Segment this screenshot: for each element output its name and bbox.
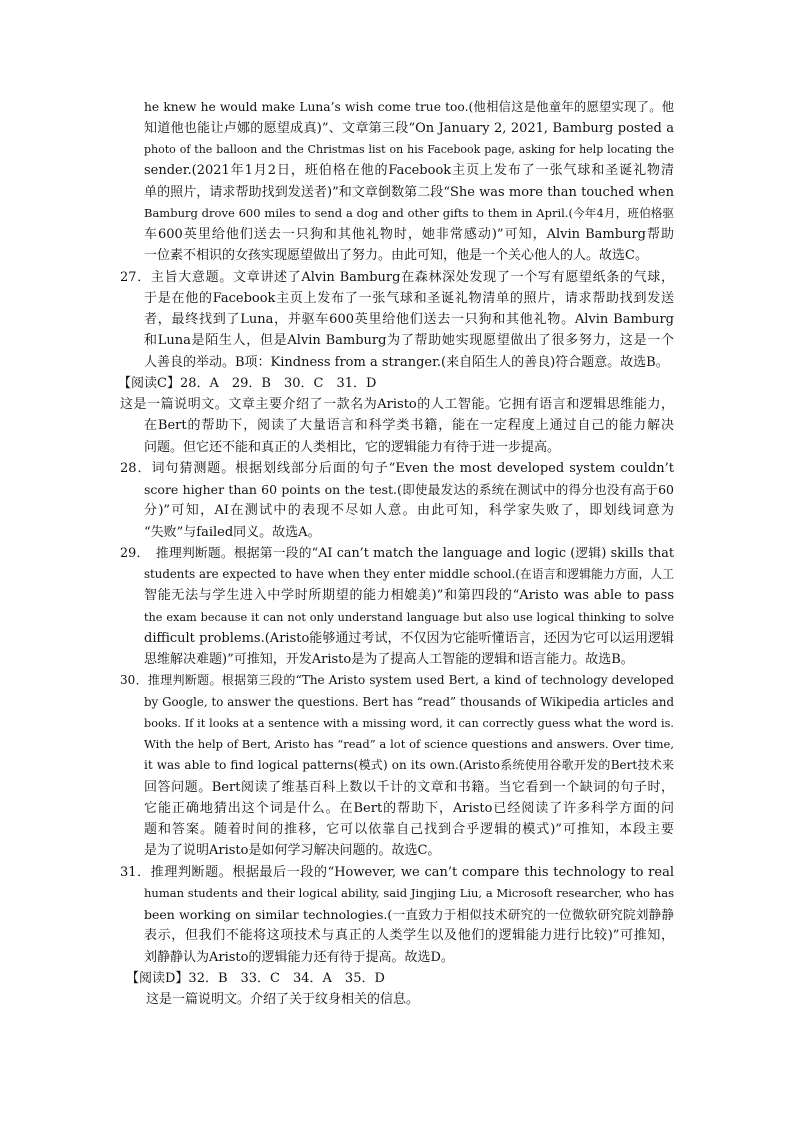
text-line: the exam because it can not only understand language but also use logical thinking to solve [144,611,674,624]
text-line: students are expected to have when they enter middle school.(在语言和逻辑能力方面，人工 [144,567,674,581]
text-line: been working on similar technologies.(一直致力于相似技术研究的一位微软研究院刘静静 [144,907,674,922]
text-line: 者，最终找到了Luna，并驱车600英里给他们送去一只狗和其他礼物。Alvin Bamburg [144,312,674,327]
text-line: books. If it looks at a sentence with a missing word, it can correctly guess what the word is. [144,717,674,730]
text-line: 人善良的举动。B项：Kindness from a stranger.(来自陌生人的善良)符合题意。故选B。 [144,355,669,370]
text-line: 问题。但它还不能和真正的人类相比，它的逻辑能力有待于进一步提高。 [144,440,561,455]
text-line: sender.(2021年1月2日，班伯格在他的Facebook主页上发布了一张气球和圣诞礼物清 [144,163,674,178]
answer-27: 27．主旨大意题。文章讲述了Alvin Bamburg在森林深处发现了一个写有愿望纸条的气球， [120,270,674,285]
text-line: 车600英里给他们送去一只狗和其他礼物时，她非常感动)”可知，Alvin Bamburg帮助 [144,227,674,242]
answer-29: 29． 推理判断题。根据第一段的“AI can’t match the language and logic (逻辑) skills that [120,546,674,561]
text-line: 在Bert的帮助下，阅读了大量语言和科学类书籍，能在一定程度上通过自己的能力解决 [144,418,674,433]
section-header-reading-d: 【阅读D】32．B 33．C 34．A 35．D [126,971,385,986]
answer-30: 30．推理判断题。根据第三段的“The Aristo system used Bert, a kind of technology developed [120,673,674,687]
text-line: With the help of Bert, Aristo has “read” a lot of science questions and answers. Over time, [144,737,674,751]
text-line: 于是在他的Facebook主页上发布了一张气球和圣诞礼物清单的照片，请求帮助找到发送 [144,291,674,306]
answer-31: 31．推理判断题。根据最后一段的“However, we can’t compare this technology to real [120,865,674,880]
text-line: 它能正确地猜出这个词是什么。在Bert的帮助下，Aristo已经阅读了许多科学方面的问 [144,801,674,816]
text-line: 题和答案。随着时间的推移，它可以依靠自己找到合乎逻辑的模式)”可推知，本段主要 [144,822,674,837]
text-line: human students and their logical ability, said Jingjing Liu, a Microsoft researcher, who has [144,886,674,900]
text-line: he knew he would make Luna’s wish come true too.(他相信这是他童年的愿望实现了。他 [144,100,674,114]
text-line: 一位素不相识的女孩实现愿望做出了努力。由此可知，他是一个关心他人的人。故选C。 [144,248,648,263]
text-line: 单的照片，请求帮助找到发送者)”和文章倒数第二段“She was more than touched when [144,185,674,200]
text-line: 智能无法与学生进入中学时所期望的能力相媲美)”和第四段的“Aristo was able to pass [144,588,674,603]
text-line: 和Luna是陌生人，但是Alvin Bamburg为了帮助她实现愿望做出了很多努力，这是一个 [144,333,674,348]
text-line: difficult problems.(Aristo能够通过考试，不仅因为它能听懂语言，还因为它可以运用逻辑 [144,631,674,646]
text-line: score higher than 60 points on the test.(即使最发达的系统在测试中的得分也没有高于60 [144,482,674,497]
section-header-reading-c: 【阅读C】28．A 29．B 30．C 31．D [118,376,377,391]
text-line: by Google, to answer the questions. Bert has “read” thousands of Wikipedia articles and [144,695,674,709]
answer-28: 28．词句猜测题。根据划线部分后面的句子“Even the most developed system couldn’t [120,461,674,476]
text-line: 表示，但我们不能将这项技术与真正的人类学生以及他们的逻辑能力进行比较)”可推知， [144,928,674,943]
text-line: 知道他也能让卢娜的愿望成真)”、文章第三段“On January 2, 2021, Bamburg posted a [144,121,674,136]
text-line: 是为了说明Aristo是如何学习解决问题的。故选C。 [144,843,441,858]
text-line: photo of the balloon and the Christmas list on his Facebook page, asking for help locating the [144,143,674,156]
text-line: it was able to find logical patterns(模式) on its own.(Aristo系统使用谷歌开发的Bert技术来 [144,758,674,772]
text-line: 这是一篇说明文。介绍了关于纹身相关的信息。 [146,992,420,1007]
text-line: Bamburg drove 600 miles to send a dog and other gifts to them in April.(今年4月，班伯格驱 [144,206,674,220]
text-line: 分)”可知，AI在测试中的表现不尽如人意。由此可知，科学家失败了，即划线词意为 [144,503,674,518]
text-line: 这是一篇说明文。文章主要介绍了一款名为Aristo的人工智能。它拥有语言和逻辑思维能力， [120,397,674,412]
text-line: 回答问题。Bert阅读了维基百科上数以千计的文章和书籍。当它看到一个缺词的句子时， [144,780,674,795]
text-line: 思维解决难题)”可推知，开发Aristo是为了提高人工智能的逻辑和语言能力。故选B。 [144,652,634,667]
text-line: 刘静静认为Aristo的逻辑能力还有待于提高。故选D。 [144,950,454,965]
text-line: “失败”与failed同义。故选A。 [144,525,321,540]
